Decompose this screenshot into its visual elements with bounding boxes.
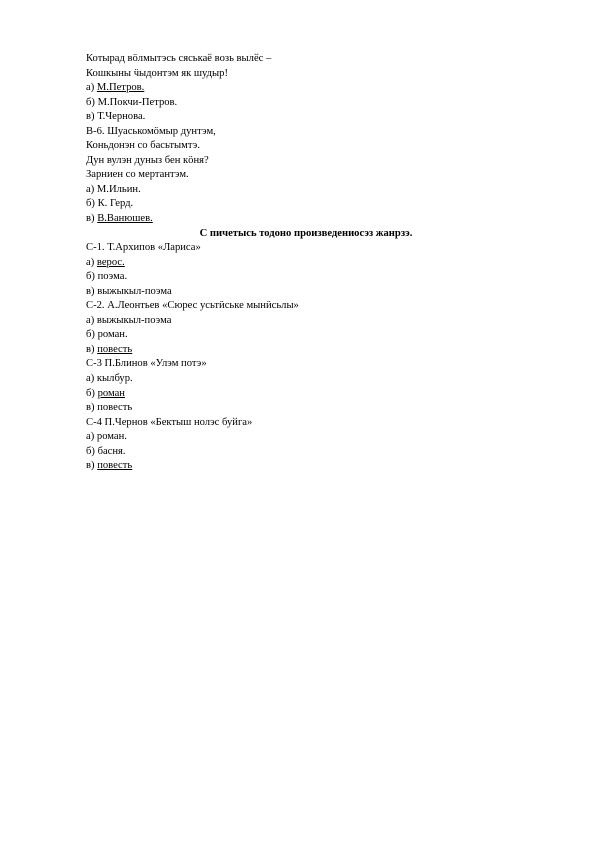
option-text-correct: роман	[97, 387, 125, 399]
answer-option	[86, 430, 526, 445]
option-text: повесть	[97, 402, 133, 414]
option-prefix: б)	[86, 96, 98, 108]
option-text-correct: М.Петров.	[96, 82, 145, 94]
section-heading: С пичетысь тодоно произведениосэз жанрзэ.	[199, 227, 413, 239]
option-text: кылбур.	[96, 373, 133, 385]
answer-option	[86, 197, 526, 212]
question-title: В-6. Шуаськомӧмыр дунтэм,	[86, 125, 216, 137]
answer-option	[86, 270, 526, 285]
option-text: выжыкыл-поэма	[96, 314, 172, 326]
answer-option	[86, 212, 526, 227]
answer-option	[86, 343, 526, 358]
option-prefix: б)	[86, 445, 98, 457]
option-prefix: б)	[86, 329, 98, 341]
option-text-correct: верос.	[96, 256, 125, 268]
poem-line: Дун вулэн дуныз бен кӧня?	[86, 154, 209, 166]
option-text: роман.	[97, 329, 128, 341]
option-prefix: а)	[86, 314, 97, 326]
answer-option	[86, 285, 526, 300]
option-prefix: в)	[86, 460, 98, 472]
question-title: С-3 П.Блинов «Улэм потэ»	[86, 358, 207, 370]
answer-option	[86, 81, 526, 96]
answer-option	[86, 459, 526, 474]
answer-option	[86, 96, 526, 111]
option-text: Т.Чернова.	[97, 111, 146, 123]
option-prefix: а)	[86, 256, 97, 268]
answer-option	[86, 372, 526, 387]
poem-line: Зарниен со мертантэм.	[86, 169, 189, 181]
option-prefix: б)	[86, 387, 98, 399]
option-prefix: б)	[86, 271, 98, 283]
option-text: выжыкыл-поэма	[97, 285, 172, 297]
option-prefix: в)	[86, 213, 98, 225]
option-text: роман.	[96, 431, 127, 443]
option-text: басня.	[97, 445, 126, 457]
document-content	[86, 52, 526, 474]
option-prefix: в)	[86, 343, 98, 355]
question-title: С-1. Т.Архипов «Лариса»	[86, 242, 201, 254]
option-prefix: в)	[86, 402, 98, 414]
option-text: К. Герд.	[97, 198, 134, 210]
option-prefix: а)	[86, 431, 97, 443]
question-title: С-4 П.Чернов «Бектыш нолэс буйга»	[86, 416, 253, 428]
option-text: поэма.	[97, 271, 128, 283]
option-prefix: в)	[86, 111, 98, 123]
option-prefix: в)	[86, 285, 98, 297]
answer-option	[86, 110, 526, 125]
option-text-correct: повесть	[97, 460, 133, 472]
poem-line: Кошкыны ӵыдонтэм як шудыр!	[86, 67, 228, 79]
poem-line: Коньдонэн со басьтымтэ.	[86, 140, 200, 152]
question-title: С-2. А.Леонтьев «Сюрес усьтӥське мынӥсьлы»	[86, 300, 299, 312]
option-text-correct: повесть	[97, 343, 133, 355]
poem-line: Котырад вӧлмытэсь сяськаӗ возь вылӗс –	[86, 53, 272, 64]
answer-option	[86, 183, 526, 198]
answer-option	[86, 314, 526, 329]
option-text: М.Ильин.	[96, 183, 141, 195]
answer-option	[86, 401, 526, 416]
option-prefix: б)	[86, 198, 98, 210]
option-text: М.Покчи-Петров.	[97, 96, 178, 108]
option-text-correct: В.Ванюшев.	[97, 213, 153, 225]
answer-option	[86, 387, 526, 402]
answer-option	[86, 445, 526, 460]
option-prefix: а)	[86, 183, 97, 195]
option-prefix: а)	[86, 82, 97, 94]
answer-option	[86, 328, 526, 343]
answer-option	[86, 256, 526, 271]
option-prefix: а)	[86, 373, 97, 385]
